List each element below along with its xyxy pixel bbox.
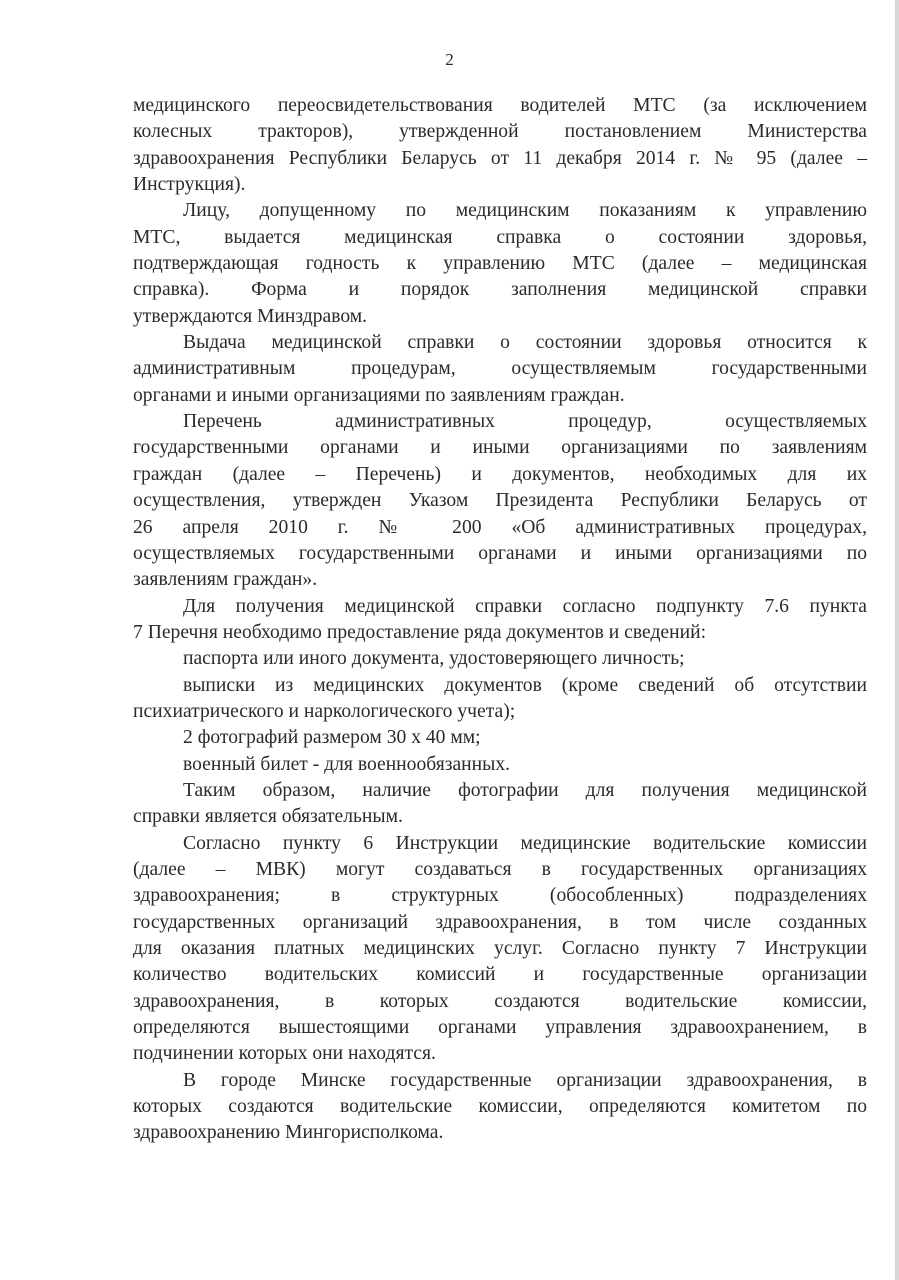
paragraph bbox=[133, 646, 867, 672]
text-line: 2 фотографий размером 30 x 40 мм; bbox=[183, 727, 481, 749]
paragraph bbox=[133, 673, 867, 726]
text-line: (далее – МВК) могут создаваться в государственных организациях bbox=[133, 858, 867, 880]
text-line: здравоохранению Мингорисполкома. bbox=[133, 1122, 444, 1144]
text-line: В городе Минске государственные организации здравоохранения, в bbox=[183, 1069, 867, 1091]
text-line: Для получения медицинской справки согласно подпункту 7.6 пункта bbox=[183, 595, 867, 617]
text-line: подтверждающая годность к управлению МТС (далее – медицинская bbox=[133, 253, 867, 275]
text-line: для оказания платных медицинских услуг. Согласно пункту 7 Инструкции bbox=[133, 938, 867, 959]
paragraph bbox=[133, 1068, 867, 1147]
text-line: военный билет - для военнообязанных. bbox=[183, 753, 511, 775]
text-line: государственных организаций здравоохранения, в том числе созданных bbox=[133, 911, 867, 933]
text-line: утверждаются Минздравом. bbox=[133, 305, 368, 327]
paragraph bbox=[133, 725, 867, 751]
text-line: государственными органами и иными организациями по заявлениям bbox=[133, 437, 867, 459]
text-line: здравоохранения, в которых создаются водительские комиссии, bbox=[133, 990, 867, 1012]
text-line: 7 Перечня необходимо предоставление ряда документов и сведений: bbox=[133, 621, 707, 643]
page-number: 2 bbox=[445, 50, 454, 69]
text-line: Таким образом, наличие фотографии для получения медицинской bbox=[183, 779, 867, 801]
text-line: Инструкция). bbox=[133, 174, 246, 196]
scan-edge bbox=[895, 0, 899, 1280]
text-line: количество водительских комиссий и государственные организации bbox=[133, 964, 867, 986]
document-body bbox=[133, 93, 867, 1147]
text-line: определяются вышестоящими органами управления здравоохранением, в bbox=[133, 1017, 867, 1039]
text-line: заявлениям граждан». bbox=[133, 569, 318, 591]
text-line: 26 апреля 2010 г. № 200 «Об административных процедурах, bbox=[133, 516, 867, 538]
paragraph bbox=[133, 831, 867, 1068]
text-line: справки является обязательным. bbox=[133, 806, 403, 828]
text-line: осуществляемых государственными органами и иными организациями по bbox=[133, 542, 867, 564]
text-line: МТС, выдается медицинская справка о состоянии здоровья, bbox=[133, 226, 867, 248]
paragraph bbox=[133, 778, 867, 831]
text-line: колесных тракторов), утвержденной постановлением Министерства bbox=[133, 121, 867, 143]
text-line: административным процедурам, осуществляемым государственными bbox=[133, 358, 867, 380]
paragraph bbox=[133, 198, 867, 330]
paragraph bbox=[133, 330, 867, 409]
text-line: здравоохранения; в структурных (обособленных) подразделениях bbox=[133, 885, 867, 907]
text-line: медицинского переосвидетельствования водителей МТС (за исключением bbox=[133, 95, 867, 116]
text-line: справка). Форма и порядок заполнения медицинской справки bbox=[133, 279, 867, 301]
text-line: органами и иными организациями по заявлениям граждан. bbox=[133, 384, 625, 406]
text-line: здравоохранения Республики Беларусь от 11 декабря 2014 г. № 95 (далее – bbox=[133, 147, 867, 169]
text-line: выписки из медицинских документов (кроме сведений об отсутствии bbox=[183, 674, 867, 696]
text-line: Выдача медицинской справки о состоянии здоровья относится к bbox=[183, 332, 867, 354]
text-line: Согласно пункту 6 Инструкции медицинские водительские комиссии bbox=[183, 832, 867, 854]
text-line: психиатрического и наркологического учета); bbox=[133, 700, 516, 722]
text-line: паспорта или иного документа, удостоверяющего личность; bbox=[183, 648, 685, 670]
paragraph bbox=[133, 409, 867, 593]
text-line: подчинении которых они находятся. bbox=[133, 1043, 436, 1065]
text-line: Перечень административных процедур, осуществляемых bbox=[183, 411, 867, 433]
text-line: Лицу, допущенному по медицинским показаниям к управлению bbox=[183, 200, 867, 222]
paragraph bbox=[133, 752, 867, 778]
text-line: которых создаются водительские комиссии, определяются комитетом по bbox=[133, 1096, 867, 1118]
text-line: граждан (далее – Перечень) и документов, необходимых для их bbox=[133, 463, 867, 485]
paragraph bbox=[133, 594, 867, 647]
text-line: осуществления, утвержден Указом Президента Республики Беларусь от bbox=[133, 490, 867, 512]
paragraph bbox=[133, 93, 867, 198]
